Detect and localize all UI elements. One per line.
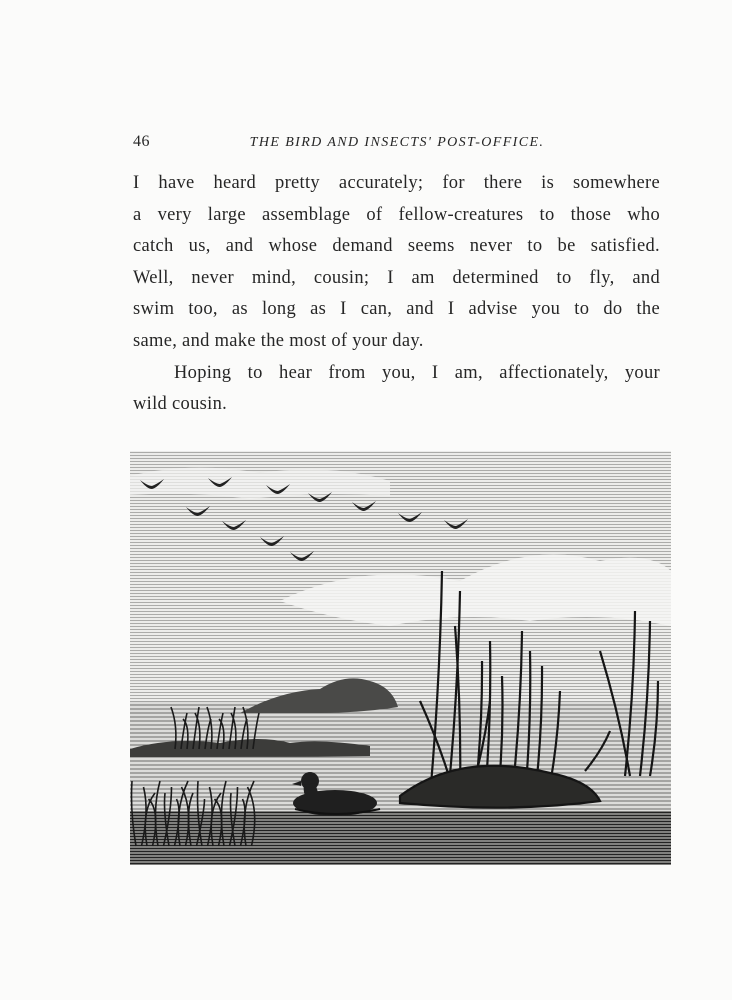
engraving-illustration — [130, 451, 671, 865]
body-text — [133, 168, 660, 421]
text-line: a very large assemblage of fellow-creatures to those who — [133, 204, 660, 225]
text-line: I have heard pretty accurately; for there is somewhere — [133, 173, 660, 193]
text-line: Hoping to hear from you, I am, affectionately, your — [174, 362, 660, 383]
text-line: wild cousin. — [133, 394, 228, 415]
running-head: THE BIRD AND INSECTS' POST-OFFICE. — [249, 135, 545, 150]
text-line: same, and make the most of your day. — [133, 330, 424, 351]
page-number: 46 — [133, 133, 150, 150]
text-line: catch us, and whose demand seems never to be satisfied. — [133, 236, 660, 257]
text-line: Well, never mind, cousin; I am determined to fly, and — [133, 267, 660, 288]
text-line: swim too, as long as I can, and I advise you to do the — [133, 299, 660, 320]
